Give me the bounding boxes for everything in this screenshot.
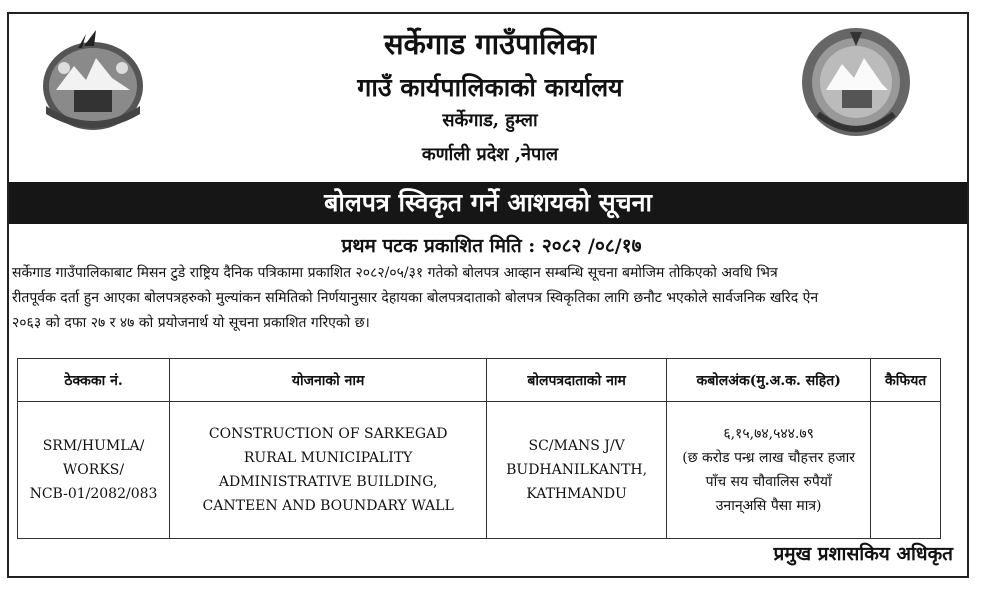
cell-remarks — [871, 402, 941, 539]
sarkegad-municipality-logo-icon — [798, 24, 914, 140]
notice-body — [12, 262, 962, 337]
address-line: सर्केगाड, हुम्ला — [442, 110, 538, 131]
signatory-title: प्रमुख प्रशासकिय अधिकृत — [773, 543, 953, 565]
cell-project-name: CONSTRUCTION OF SARKEGAD RURAL MUNICIPALITY ADMINISTRATIVE BUILDING, CANTEEN AND BOUNDARY WALL — [170, 402, 487, 539]
table-header-row — [18, 359, 941, 402]
header-contract-no: ठेक्कका नं. — [18, 359, 170, 402]
nepal-government-emblem-icon — [34, 28, 152, 138]
table-row — [18, 402, 941, 539]
province-line: कर्णाली प्रदेश ,नेपाल — [421, 144, 559, 165]
header-remarks: कैफियत — [871, 359, 941, 402]
body-line: रीतपूर्वक दर्ता हुन आएका बोलपत्रहरुको मुल्यांकन समितिको निर्णयानुसार देहायका बोलपत्रदाताको बोलपत्र स्विकृतिका लागि छनौट भएकोले सार्वजनिक खरिद ऐन — [12, 290, 819, 306]
header-project-name: योजनाको नाम — [170, 359, 487, 402]
notice-title: बोलपत्र स्विकृत गर्ने आशयको सूचना — [9, 182, 967, 224]
cell-bidder-name: SC/MANS J/V BUDHANILKANTH, KATHMANDU — [487, 402, 667, 539]
publication-date: प्रथम पटक प्रकाशित मिति : २०८२ /०८/१७ — [341, 235, 642, 257]
cell-bid-amount: ६,१५,७४,५४४.७९ (छ करोड पन्ध्र लाख चौहत्तर हजार पाँच सय चौवालिस रुपैयाँ उनान्असि पैसा मात्र) — [666, 402, 870, 539]
body-line: सर्केगाड गाउँपालिकाबाट मिसन टुडे राष्ट्रिय दैनिक पत्रिकामा प्रकाशित २०८२/०५/३१ गतेको बोलपत्र आव्हान सम्बन्धि सूचना बमोजिम तोकिएको अवधि भित्र — [12, 265, 778, 281]
body-line: २०६३ को दफा २७ र ४७ को प्रयोजनार्थ यो सूचना प्रकाशित गरिएको छ। — [12, 315, 370, 331]
cell-contract-no: SRM/HUMLA/ WORKS/ NCB-01/2082/083 — [18, 402, 170, 539]
bid-acceptance-table — [17, 358, 941, 539]
municipality-name: सर्केगाड गाउँपालिका — [384, 27, 596, 61]
header-bidder-name: बोलपत्रदाताको नाम — [487, 359, 667, 402]
office-name: गाउँ कार्यपालिकाको कार्यालय — [357, 73, 623, 102]
header-bid-amount: कबोलअंक(मु.अ.क. सहित) — [666, 359, 870, 402]
